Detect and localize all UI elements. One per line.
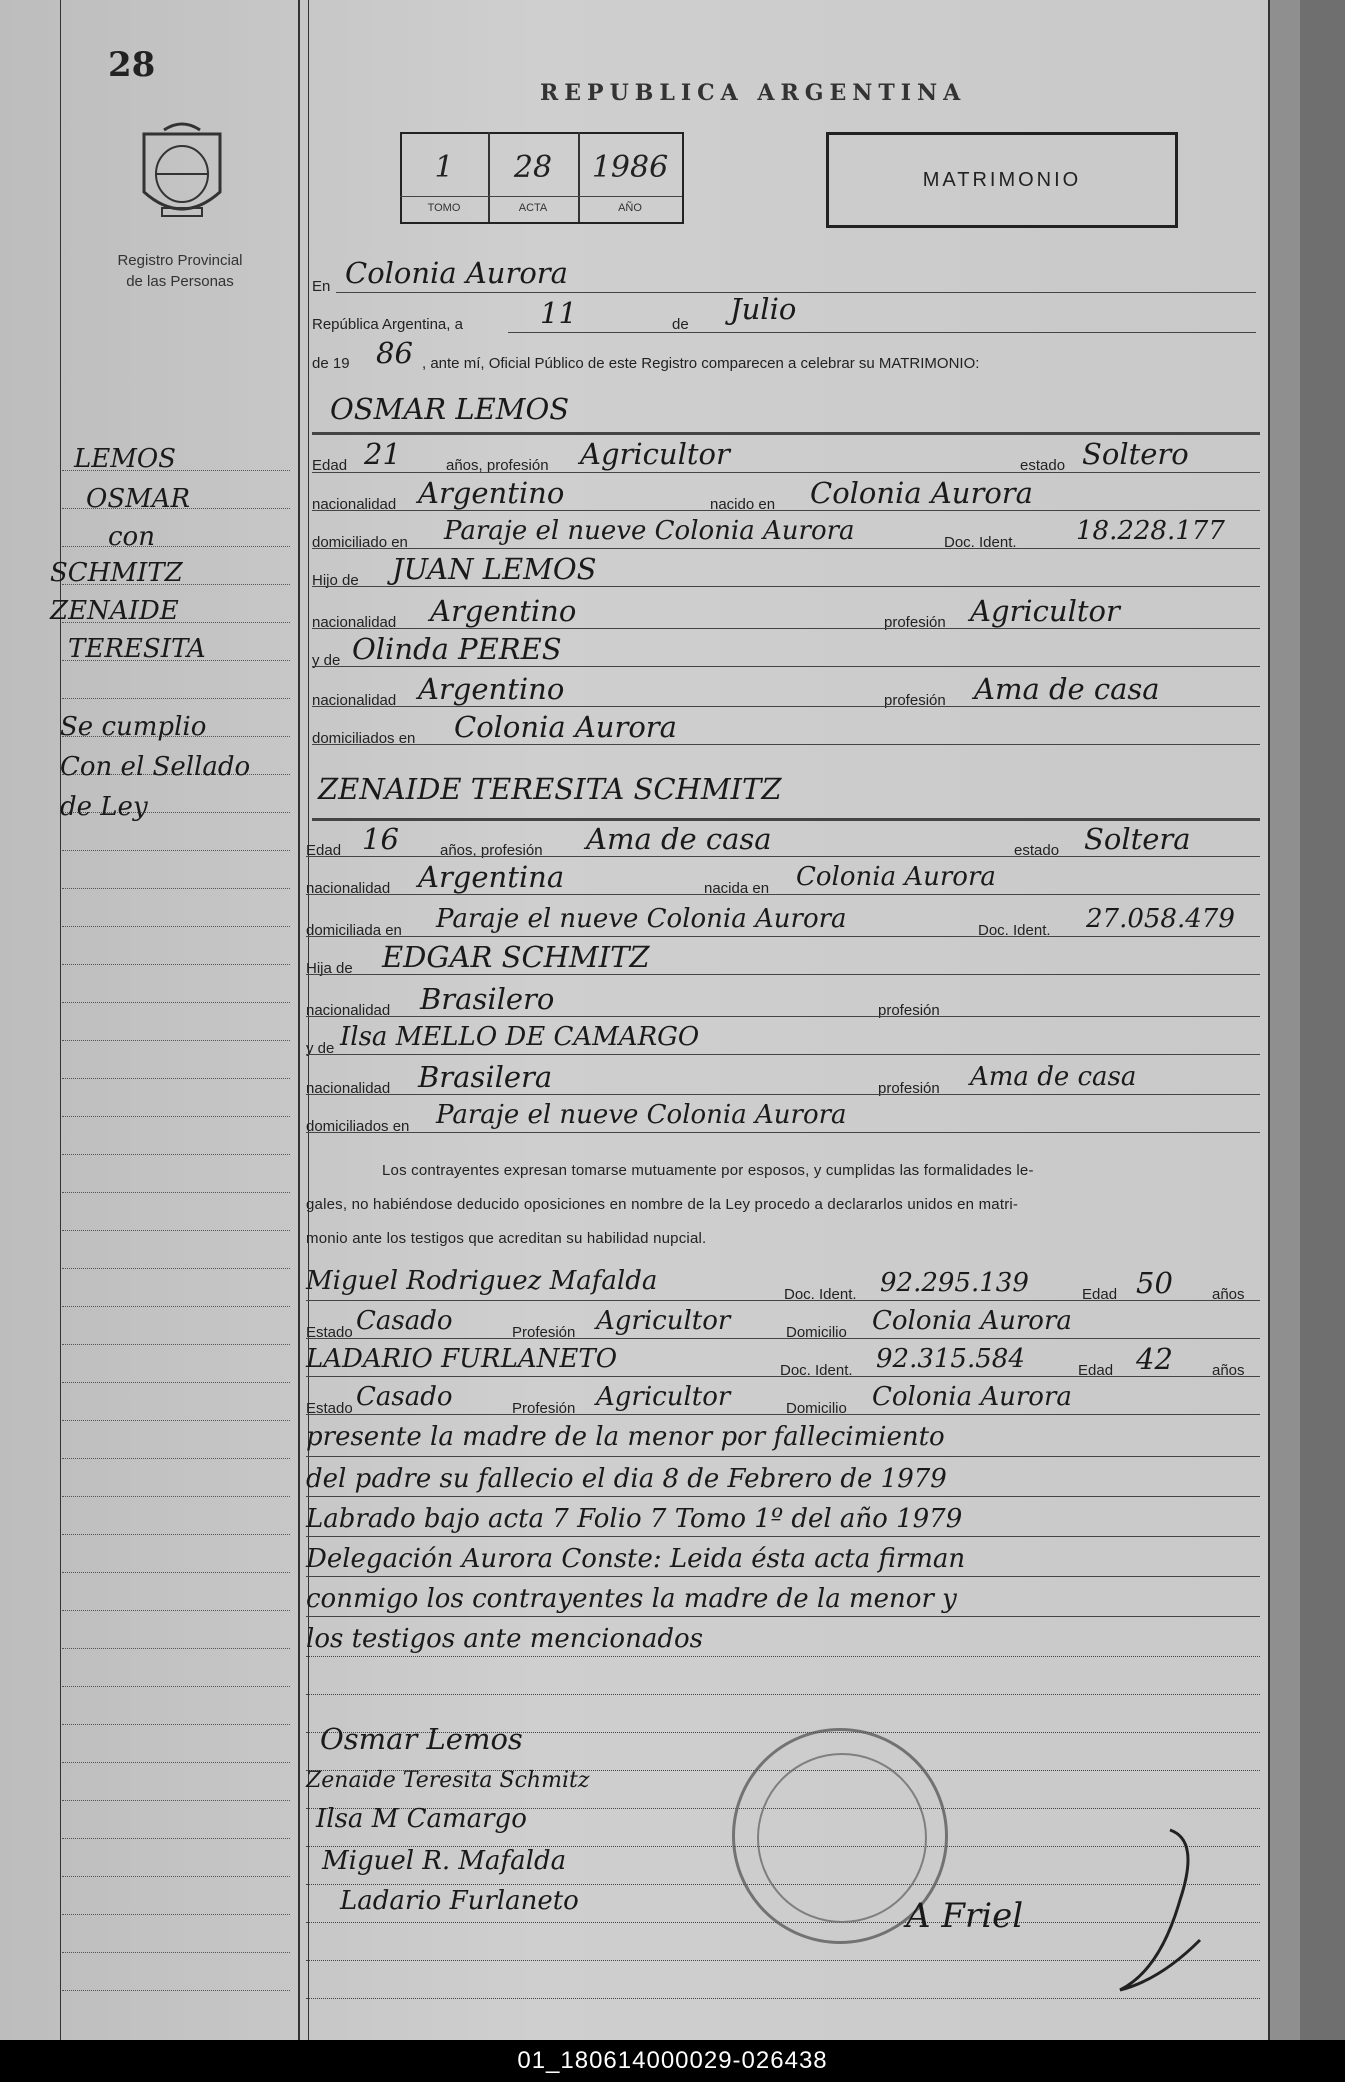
margin-rule [62, 1724, 290, 1725]
field-line [306, 1094, 1260, 1095]
groom-nationality: Argentino [418, 476, 565, 510]
margin-rule [62, 1762, 290, 1763]
witness2-status: Casado [356, 1382, 453, 1412]
groom-parents-domicile: Colonia Aurora [454, 710, 677, 744]
field-line [312, 706, 1260, 707]
note-line3: Labrado bajo acta 7 Folio 7 Tomo 1º del año 1979 [306, 1504, 963, 1534]
margin-rule [62, 1838, 290, 1839]
label-doc: Doc. Ident. [784, 1286, 857, 1303]
margin-rule [62, 1192, 290, 1193]
bride-mother-nationality: Brasilera [418, 1060, 553, 1094]
margin-rule [62, 1230, 290, 1231]
record-type: MATRIMONIO [826, 132, 1178, 228]
bride-nationality: Argentina [418, 860, 565, 894]
note-line6: los testigos ante mencionados [306, 1624, 703, 1654]
label-domiciliado: domiciliado en [312, 534, 408, 551]
place-value: Colonia Aurora [345, 256, 568, 290]
field-line [312, 628, 1260, 629]
witness2-domicile: Colonia Aurora [872, 1382, 1072, 1412]
groom-mother: Olinda PERES [352, 632, 562, 666]
tomo-value: 1 [434, 150, 454, 185]
official-signature: A Friel [906, 1896, 1024, 1936]
margin-rule [62, 1496, 290, 1497]
tomo-label: TOMO [427, 202, 461, 214]
field-line [306, 1456, 1260, 1457]
label-doc: Doc. Ident. [978, 922, 1051, 939]
label-anos: años [1212, 1286, 1245, 1303]
margin-rule [62, 698, 290, 699]
margin-rule [62, 1154, 290, 1155]
witness2-profession: Agricultor [596, 1382, 731, 1412]
label-domiciliados: domiciliados en [306, 1118, 410, 1135]
label-profesion: profesión [884, 692, 946, 709]
label-nacionalidad: nacionalidad [312, 614, 397, 631]
book-edge-shadow [1300, 0, 1345, 2040]
label-profesion: años, profesión [440, 842, 543, 859]
field-line [306, 1576, 1260, 1577]
field-line [306, 1694, 1260, 1695]
margin-bride-surname: SCHMITZ [50, 558, 183, 588]
label-edad: Edad [312, 457, 348, 474]
margin-rule [62, 888, 290, 889]
label-ante: , ante mí, Oficial Público de este Registro comparecen a celebrar su MATRIMONIO: [422, 355, 980, 372]
declaration-line2: gales, no habiéndose deducido oposiciones en nombre de la Ley procedo a declararlos unidos en matri- [306, 1196, 1019, 1213]
signature-groom: Osmar Lemos [320, 1722, 523, 1756]
label-nacionalidad: nacionalidad [312, 496, 397, 513]
field-line [312, 510, 1260, 511]
margin-rule [62, 1686, 290, 1687]
field-line [306, 894, 1260, 895]
registry-line1: Registro Provincial [117, 252, 243, 269]
bride-mother-profession: Ama de casa [970, 1062, 1137, 1092]
label-de: de [672, 316, 689, 333]
ano-value: 1986 [591, 150, 669, 185]
margin-rule [62, 1078, 290, 1079]
groom-profession: Agricultor [580, 437, 730, 471]
signature-witness1: Miguel R. Mafalda [322, 1846, 567, 1876]
field-line [306, 1616, 1260, 1617]
note-line5: conmigo los contrayentes la madre de la menor y [306, 1584, 957, 1614]
groom-doc: 18.228.177 [1076, 516, 1225, 546]
margin-rule [62, 850, 290, 851]
label-domicilio: Domicilio [786, 1400, 847, 1417]
margin-rule [62, 1268, 290, 1269]
label-en: En [312, 278, 331, 295]
groom-father-nationality: Argentino [430, 594, 577, 628]
field-line [312, 472, 1260, 473]
margin-rule [62, 1002, 290, 1003]
declaration-line3: monio ante los testigos que acreditan su habilidad nupcial. [306, 1230, 707, 1247]
margin-rule [62, 1306, 290, 1307]
section-line [312, 818, 1260, 821]
margin-rule [62, 1420, 290, 1421]
label-profesion: profesión [878, 1080, 940, 1097]
field-line [306, 1414, 1260, 1415]
acta-value: 28 [513, 150, 553, 185]
margin-name: OSMAR [86, 484, 191, 514]
label-estado: Estado [306, 1400, 353, 1417]
bride-domicile: Paraje el nueve Colonia Aurora [436, 904, 847, 934]
signature-bride: Zenaide Teresita Schmitz [306, 1768, 590, 1793]
margin-divider-2 [308, 0, 309, 2040]
label-profesion: profesión [884, 614, 946, 631]
label-edad: Edad [1078, 1362, 1114, 1379]
declaration-line1: Los contrayentes expresan tomarse mutuamente por esposos, y cumplidas las formalidades le- [382, 1162, 1034, 1179]
label-nacionalidad: nacionalidad [312, 692, 397, 709]
margin-surname: LEMOS [74, 444, 176, 474]
right-rule [1268, 0, 1270, 2040]
field-line [306, 1300, 1260, 1301]
page-number: 28 [108, 45, 156, 85]
section-line [312, 432, 1260, 435]
label-edad: Edad [306, 842, 342, 859]
ano-label: AÑO [618, 202, 642, 214]
bride-parents-domicile: Paraje el nueve Colonia Aurora [436, 1100, 847, 1130]
label-doc: Doc. Ident. [780, 1362, 853, 1379]
field-line [508, 332, 1256, 333]
margin-rule [62, 1116, 290, 1117]
field-line [306, 1376, 1260, 1377]
groom-status: Soltero [1082, 437, 1189, 471]
witness2-age: 42 [1136, 1342, 1173, 1376]
groom-name: OSMAR LEMOS [330, 392, 570, 426]
groom-age: 21 [364, 437, 401, 471]
margin-rule [62, 1458, 290, 1459]
groom-mother-nationality: Argentino [418, 672, 565, 706]
left-margin-rule [60, 0, 61, 2040]
bride-mother: Ilsa MELLO DE CAMARGO [340, 1022, 700, 1052]
margin-rule [62, 1344, 290, 1345]
label-republica: República Argentina, a [312, 316, 463, 333]
label-nacionalidad: nacionalidad [306, 880, 391, 897]
margin-rule [62, 1648, 290, 1649]
note-line1: presente la madre de la menor por fallecimiento [306, 1422, 945, 1452]
field-line [306, 1656, 1260, 1657]
bride-status: Soltera [1084, 822, 1191, 856]
label-de19: de 19 [312, 355, 350, 372]
witness1-doc: 92.295.139 [880, 1268, 1029, 1298]
margin-stamp1: Se cumplio [60, 712, 207, 742]
margin-rule [62, 1800, 290, 1801]
field-line [306, 1496, 1260, 1497]
field-line [306, 1536, 1260, 1537]
margin-bride-name: ZENAIDE [50, 596, 179, 626]
groom-father: JUAN LEMOS [392, 552, 597, 586]
label-hija: Hija de [306, 960, 353, 977]
margin-stamp2: Con el Sellado [60, 752, 251, 782]
country-title: REPUBLICA ARGENTINA [540, 80, 967, 106]
label-nacido: nacido en [710, 496, 776, 513]
label-profesion: Profesión [512, 1400, 576, 1417]
field-line [312, 548, 1260, 549]
day-value: 11 [540, 296, 577, 330]
field-line [306, 974, 1260, 975]
note-line2: del padre su fallecio el dia 8 de Febrero de 1979 [306, 1464, 947, 1494]
registry-name [70, 250, 290, 292]
image-id-footer: 01_180614000029-026438 [0, 2040, 1345, 2082]
label-domiciliada: domiciliada en [306, 922, 402, 939]
label-edad: Edad [1082, 1286, 1118, 1303]
coat-of-arms-icon [134, 122, 230, 228]
margin-rule [62, 546, 290, 547]
month-value: Julio [730, 292, 797, 326]
margin-rule [62, 1914, 290, 1915]
witness1-age: 50 [1136, 1266, 1173, 1300]
label-estado: estado [1014, 842, 1060, 859]
margin-divider [298, 0, 300, 2040]
margin-rule [62, 1534, 290, 1535]
field-line [306, 1054, 1260, 1055]
label-domiciliados: domiciliados en [312, 730, 416, 747]
bride-name: ZENAIDE TERESITA SCHMITZ [318, 772, 782, 806]
margin-stamp3: de Ley [60, 792, 148, 822]
label-nacida: nacida en [704, 880, 770, 897]
note-line4: Delegación Aurora Conste: Leida ésta acta firman [306, 1544, 966, 1574]
signature-flourish-icon [1100, 1820, 1210, 2000]
field-line [312, 586, 1260, 587]
margin-rule [62, 1040, 290, 1041]
margin-rule [62, 1952, 290, 1953]
margin-rule [62, 1382, 290, 1383]
signature-mother: Ilsa M Camargo [316, 1804, 527, 1834]
witness1-domicile: Colonia Aurora [872, 1306, 1072, 1336]
label-estado: estado [1020, 457, 1066, 474]
label-yde: y de [306, 1040, 335, 1057]
label-hijo: Hijo de [312, 572, 359, 589]
label-nacionalidad: nacionalidad [306, 1080, 391, 1097]
margin-rule [62, 1610, 290, 1611]
label-yde: y de [312, 652, 341, 669]
margin-rule [62, 926, 290, 927]
label-estado: Estado [306, 1324, 353, 1341]
label-doc: Doc. Ident. [944, 534, 1017, 551]
groom-domicile: Paraje el nueve Colonia Aurora [444, 516, 855, 546]
label-profesion: Profesión [512, 1324, 576, 1341]
bride-profession: Ama de casa [586, 822, 772, 856]
margin-rule [62, 1990, 290, 1991]
bride-doc: 27.058.479 [1086, 904, 1235, 934]
bride-father-nationality: Brasilero [420, 982, 555, 1016]
bride-age: 16 [362, 822, 399, 856]
field-line [306, 1016, 1260, 1017]
label-nacionalidad: nacionalidad [306, 1002, 391, 1019]
witness2-doc: 92.315.584 [876, 1344, 1025, 1374]
witness1-profession: Agricultor [596, 1306, 731, 1336]
box-label-line [400, 196, 682, 197]
margin-bride-name2: TERESITA [68, 634, 206, 664]
registry-line2: de las Personas [126, 273, 234, 290]
field-line [306, 856, 1260, 857]
field-line [306, 1132, 1260, 1133]
bride-birthplace: Colonia Aurora [796, 862, 996, 892]
year-value: 86 [376, 336, 413, 370]
bride-father: EDGAR SCHMITZ [382, 940, 650, 974]
groom-father-profession: Agricultor [970, 594, 1120, 628]
acta-label: ACTA [518, 202, 548, 214]
field-line [312, 744, 1260, 745]
field-line [306, 936, 1260, 937]
margin-rule [62, 1572, 290, 1573]
label-domicilio: Domicilio [786, 1324, 847, 1341]
label-profesion: profesión [878, 1002, 940, 1019]
margin-con: con [108, 522, 155, 552]
margin-rule [62, 1876, 290, 1877]
witness1-name: Miguel Rodriguez Mafalda [306, 1266, 658, 1296]
label-profesion: años, profesión [446, 457, 549, 474]
groom-mother-profession: Ama de casa [974, 672, 1160, 706]
field-line [312, 666, 1260, 667]
witness1-status: Casado [356, 1306, 453, 1336]
signature-witness2: Ladario Furlaneto [340, 1886, 579, 1916]
label-anos: años [1212, 1362, 1245, 1379]
witness2-name: LADARIO FURLANETO [306, 1344, 618, 1374]
margin-rule [62, 964, 290, 965]
groom-birthplace: Colonia Aurora [810, 476, 1033, 510]
field-line [306, 1338, 1260, 1339]
